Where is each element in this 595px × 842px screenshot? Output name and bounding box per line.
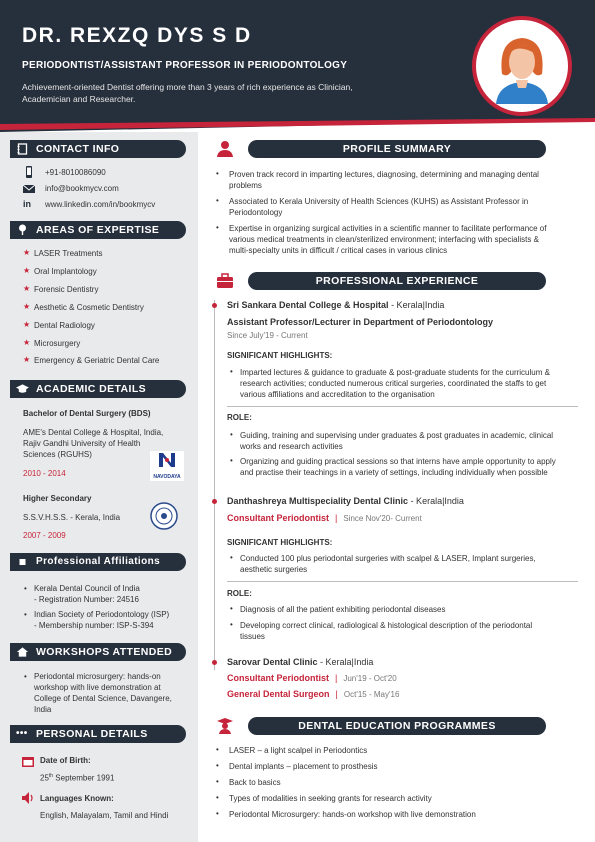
highlights-label: SIGNIFICANT HIGHLIGHTS: xyxy=(227,538,333,547)
navodaya-logo xyxy=(150,451,184,481)
star-icon: ★ xyxy=(23,355,31,364)
star-icon: ★ xyxy=(23,338,31,347)
email-icon xyxy=(23,184,35,194)
job2-title: Consultant Periodontist xyxy=(227,513,329,523)
bullet: • xyxy=(230,620,233,629)
bullet: • xyxy=(230,456,233,465)
highlight-line: aesthetic surgeries xyxy=(240,565,308,574)
job3-title2: General Dental Surgeon xyxy=(227,689,330,699)
bullet-square-icon xyxy=(16,556,29,568)
school-years: 2007 - 2009 xyxy=(23,531,66,540)
education-item: Back to basics xyxy=(229,778,281,787)
school-seal-icon xyxy=(150,502,178,530)
workshop-line: India xyxy=(34,705,52,714)
contact-heading xyxy=(10,140,186,158)
summary-line: problems xyxy=(229,181,262,190)
affiliation-line: - Membership number: ISP-S-394 xyxy=(34,621,154,630)
bullet: • xyxy=(216,777,219,786)
bullet: • xyxy=(216,223,219,232)
education-item: Periodontal Microsurgery: hands-on workshop with live demonstration xyxy=(229,810,476,819)
summary-line: multi-specialty units in difficult / critical cases in various clinics xyxy=(229,246,448,255)
workshops-heading xyxy=(10,643,186,661)
job3-title2-row xyxy=(227,689,399,700)
role-label: ROLE: xyxy=(227,413,252,422)
timeline-dot xyxy=(212,660,217,665)
job1-org-name: Sri Sankara Dental College & Hospital xyxy=(227,300,389,310)
role-line: works and research activities xyxy=(240,442,343,451)
phone-icon xyxy=(24,166,34,178)
institution-line: Rajiv Gandhi University of Health xyxy=(23,439,141,448)
job1-title: Assistant Professor/Lecturer in Department of Periodontology xyxy=(227,317,494,327)
education-item: LASER – a light scalpel in Periodontics xyxy=(229,746,368,755)
summary-line: Periodontology xyxy=(229,208,283,217)
separator: | xyxy=(335,673,338,683)
job3-date2: Oct'15 - May'16 xyxy=(343,690,400,699)
highlights-label: SIGNIFICANT HIGHLIGHTS: xyxy=(227,351,333,360)
star-icon: ★ xyxy=(23,302,31,311)
expertise-item: Aesthetic & Cosmetic Dentistry xyxy=(34,303,144,312)
academic-heading-label: ACADEMIC DETAILS xyxy=(36,383,147,395)
bullet: • xyxy=(230,604,233,613)
separator: | xyxy=(335,513,338,523)
bullet: • xyxy=(216,169,219,178)
avatar-illustration xyxy=(476,20,568,112)
workshop-house-icon xyxy=(16,646,29,658)
degree-bds: Bachelor of Dental Surgery (BDS) xyxy=(23,409,151,418)
bullet: • xyxy=(216,809,219,818)
workshops-heading-label: WORKSHOPS ATTENDED xyxy=(36,646,173,658)
bullet: • xyxy=(24,584,27,593)
expertise-item: Oral Implantology xyxy=(34,267,97,276)
highlight-line: Imparted lectures & guidance to graduate & post-graduate students for the curriculum & xyxy=(240,368,550,377)
degree-years: 2010 - 2014 xyxy=(23,469,66,478)
affiliations-heading-label: Professional Affiliations xyxy=(36,556,161,567)
header-accent-stripe xyxy=(0,118,595,132)
education-item: Dental implants – placement to prosthesis xyxy=(229,762,378,771)
summary-heading: PROFILE SUMMARY xyxy=(248,140,546,158)
dob-day: 25 xyxy=(40,773,49,783)
institution-line: Sciences (RGUHS) xyxy=(23,450,92,459)
dob-suffix: th xyxy=(48,773,54,779)
affiliation-line: Kerala Dental Council of India xyxy=(34,584,140,593)
contact-phone: +91-8010086090 xyxy=(45,168,106,177)
bullet: • xyxy=(24,672,27,681)
divider xyxy=(227,581,578,582)
summary-line: Expertise in organizing surgical activities in a scientific manner to facilitate performance of xyxy=(229,224,547,233)
expertise-item: Dental Radiology xyxy=(34,321,95,330)
timeline-line xyxy=(214,300,215,670)
highlight-line: research activities; conducted numerous critical surgeries, coordinated the staffs to get xyxy=(240,379,547,388)
summary-line: Associated to Kerala University of Health Sciences (KUHS) as Assistant Professor in xyxy=(229,197,529,206)
job3-title1-row xyxy=(227,673,397,684)
contact-linkedin[interactable]: www.linkedin.com/in/bookmycv xyxy=(45,200,156,209)
job3-org xyxy=(227,657,373,668)
affiliations-heading xyxy=(10,553,186,571)
bullet: • xyxy=(216,745,219,754)
briefcase-icon xyxy=(216,272,234,290)
expertise-item: Microsurgery xyxy=(34,339,81,348)
job3-org-name: Sarovar Dental Clinic xyxy=(227,657,318,667)
contact-heading-label: CONTACT INFO xyxy=(36,143,120,155)
job1-dates: Since July'19 - Current xyxy=(227,331,308,340)
dob-value xyxy=(40,771,114,784)
dob-month-year: September 1991 xyxy=(53,773,115,783)
expertise-heading-label: AREAS OF EXPERTISE xyxy=(36,224,160,236)
timeline-dot xyxy=(212,303,217,308)
bullet: • xyxy=(216,793,219,802)
education-item: Types of modalities in seeking grants for research activity xyxy=(229,794,432,803)
expertise-item: LASER Treatments xyxy=(34,249,103,258)
bullet: • xyxy=(24,610,27,619)
dots-icon: ••• xyxy=(16,728,28,739)
summary-line: Proven track record in imparting lectures, diagnosing, determining and managing dental xyxy=(229,170,539,179)
timeline-dot xyxy=(212,499,217,504)
navodaya-logo-text: NAVODAYA xyxy=(153,474,181,480)
job3-title1: Consultant Periodontist xyxy=(227,673,329,683)
highlight-line: Conducted 100 plus periodontal surgeries with scalpel & LASER, Implant surgeries, xyxy=(240,554,536,563)
contact-book-icon xyxy=(16,143,29,155)
role-line: Organizing and guiding practical sessions so that interns have ample opportunity to apply xyxy=(240,457,556,466)
languages-value: English, Malayalam, Tamil and Hindi xyxy=(40,811,169,820)
candidate-role: PERIODONTIST/ASSISTANT PROFESSOR IN PERIODONTOLOGY xyxy=(22,60,348,71)
navodaya-mark-icon xyxy=(157,451,177,469)
instructor-icon xyxy=(216,717,234,735)
star-icon: ★ xyxy=(23,284,31,293)
star-icon: ★ xyxy=(23,248,31,257)
role-line: and practise their teachings in a variety of settings, including individually when possible xyxy=(240,468,548,477)
affiliation-line: - Registration Number: 24516 xyxy=(34,595,139,604)
contact-email[interactable]: info@bookmycv.com xyxy=(45,184,119,193)
job2-org xyxy=(227,496,464,507)
candidate-name: DR. REXZQ DYS S D xyxy=(22,24,252,47)
languages-label: Languages Known: xyxy=(40,794,114,803)
bullet: • xyxy=(216,196,219,205)
role-line: Guiding, training and supervising under graduates & post graduates in academic, clinical xyxy=(240,431,554,440)
affiliation-line: Indian Society of Periodontology (ISP) xyxy=(34,610,170,619)
bullet: • xyxy=(216,761,219,770)
dob-label: Date of Birth: xyxy=(40,756,91,765)
job2-title-row xyxy=(227,513,422,524)
academic-heading xyxy=(10,380,186,398)
job1-org xyxy=(227,300,444,311)
workshop-line: College of Dental Science, Davangere, xyxy=(34,694,172,703)
bullet: • xyxy=(230,430,233,439)
bullet: • xyxy=(230,367,233,376)
institution-line: AME's Dental College & Hospital, India, xyxy=(23,428,164,437)
star-icon: ★ xyxy=(23,266,31,275)
intro-text: Achievement-oriented Dentist offering more than 3 years of rich experience as Clinician, Academician and Researcher. xyxy=(22,82,353,104)
expertise-heading xyxy=(10,221,186,239)
role-line: tissues xyxy=(240,632,265,641)
job2-location: - Kerala|India xyxy=(408,496,464,506)
experience-heading: PROFESSIONAL EXPERIENCE xyxy=(248,272,546,290)
personal-heading-label: PERSONAL DETAILS xyxy=(36,728,148,740)
star-icon: ★ xyxy=(23,320,31,329)
school-name: S.S.V.H.S.S. - Kerala, India xyxy=(23,513,121,522)
graduation-cap-icon xyxy=(16,383,29,395)
role-line: Diagnosis of all the patient exhibiting periodontal diseases xyxy=(240,605,446,614)
highlight-line: various affiliations and accreditation to the organisation xyxy=(240,390,435,399)
personal-heading xyxy=(10,725,186,743)
separator: | xyxy=(335,689,338,699)
calendar-icon xyxy=(22,755,34,767)
tree-icon xyxy=(16,224,29,236)
job3-location: - Kerala|India xyxy=(317,657,374,667)
workshop-line: Periodontal microsurgery: hands-on xyxy=(34,672,161,681)
avatar xyxy=(472,16,572,116)
bullet: • xyxy=(230,553,233,562)
speaker-icon xyxy=(22,792,34,804)
job2-org-name: Danthashreya Multispeciality Dental Clinic xyxy=(227,496,409,506)
divider xyxy=(227,406,578,407)
job1-location: - Kerala|India xyxy=(388,300,445,310)
summary-line: various medical treatments in clean/sterilized environment; interfacing with specialists & xyxy=(229,235,539,244)
workshop-line: workshop with live demonstration at xyxy=(34,683,161,692)
job2-dates: Since Nov'20- Current xyxy=(343,514,422,523)
education-heading: DENTAL EDUCATION PROGRAMMES xyxy=(248,717,546,735)
person-icon xyxy=(216,140,234,158)
role-line: Developing correct clinical, radiological & histological description of the periodontal xyxy=(240,621,533,630)
job3-date1: Jun'19 - Oct'20 xyxy=(343,674,397,683)
degree-higher-secondary: Higher Secondary xyxy=(23,494,92,503)
role-label: ROLE: xyxy=(227,589,252,598)
expertise-item: Emergency & Geriatric Dental Care xyxy=(34,356,160,365)
linkedin-icon: in xyxy=(23,199,31,209)
expertise-item: Forensic Dentistry xyxy=(34,285,99,294)
